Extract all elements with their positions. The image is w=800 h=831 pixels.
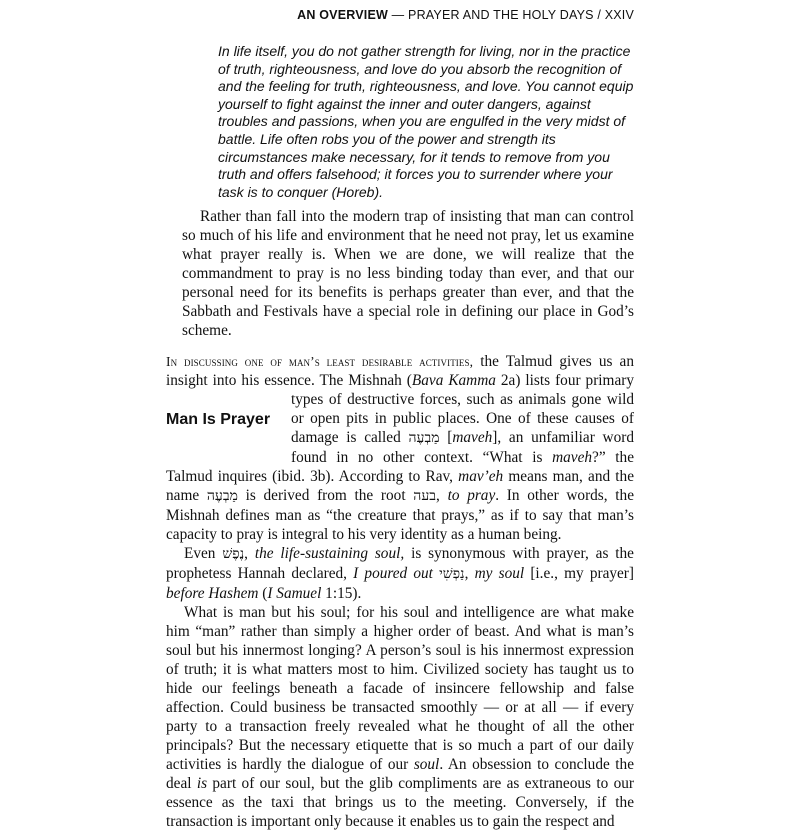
p2-sam: I Samuel <box>267 585 322 602</box>
section-man-is-prayer <box>166 352 634 831</box>
p1-h: , <box>436 487 448 504</box>
p2-d: , <box>464 565 475 582</box>
p1-b-rest: primary types of destructive forces, such as animals gone wild or open pits in public places. One of these causes of damage is called <box>291 372 634 446</box>
p2-soul: the life-sustaining soul, <box>254 545 405 562</box>
p3-soul: soul <box>413 756 440 773</box>
p1-f: means man, and the name <box>166 468 634 504</box>
section-paragraph-1 <box>166 352 634 544</box>
quote-citation: Horeb <box>336 183 375 200</box>
section-paragraph-2 <box>166 544 634 603</box>
p3-a: What is man but his soul; for his soul and intelligence are what make him “man” rather than simply a higher order of beast. And what is man’s soul but his innermost longing? A person’s soul is his innermost expression of truth; it is what matters most to him. Civilized society has taught us to hide our feelings beneath a facade of insincere fellowship and false affection. Could business be transacted smoothly — or at all — if every party to a transaction freely revealed what he thought of all the other principals? But the necessary etiquette that is so much a part of our daily activities is hardly the dialogue of our <box>166 604 634 773</box>
block-quote <box>218 43 634 201</box>
hebrew-maveh-2: מַבְעֶה <box>206 488 238 504</box>
p2-c: is synonymous with prayer, as the prophetess Hannah declared, <box>166 545 634 582</box>
p3-c: part of our soul, but the glib compliments are as extraneous to our essence as the taxi that brings us to the meeting. Conversely, if the transaction is important only because it enables us to gain the respect and <box>166 775 634 830</box>
p2-f: ( <box>258 585 268 602</box>
p1-e: ?” the Talmud inquires (ibid. 3b). According to Rav, <box>166 449 634 485</box>
p1-a: the Talmud gives us an insight into his essence. The Mishnah ( <box>166 353 634 389</box>
p1-b: 2a) lists four <box>495 372 581 389</box>
side-heading: Man Is Prayer <box>166 411 271 428</box>
p1-topray: to pray <box>447 487 496 504</box>
header-title: PRAYER AND THE HOLY DAYS / XXIV <box>408 8 634 22</box>
p1-ref: Bava Kamma <box>411 372 496 389</box>
hebrew-maveh: מַבְעֶה <box>408 430 440 446</box>
lead-in-caps: In discussing one of man’s least desirable activities, <box>166 354 474 369</box>
p2-b: , <box>244 545 255 562</box>
p1-mavehman: mav’eh <box>458 468 504 485</box>
running-header <box>297 8 634 22</box>
p2-a: Even <box>184 545 223 562</box>
p2-poured: I poured out <box>353 565 433 582</box>
p1-d: ], an unfamiliar word found in no other context. “What is <box>291 429 634 466</box>
p2-g: 1:15). <box>321 585 362 602</box>
header-dash: — <box>388 8 409 22</box>
p1-maveh: maveh <box>452 429 493 446</box>
intro-text: Rather than fall into the modern trap of insisting that man can control so much of his life and environment that he need not pray, let us examine what prayer really is. When we are done, we will realize that the commandment to pray is no less binding today than ever, and that our personal need for its benefits is perhaps greater than ever, and that the Sabbath and Festivals have a special role in defining our place in God’s scheme. <box>182 208 634 339</box>
p1-i: . In other words, the Mishnah defines man as “the creature that prays,” as if to say that man’s capacity to pray is integral to his very identity as a human being. <box>166 487 634 543</box>
intro-paragraph <box>182 207 634 340</box>
quote-citation-open: ( <box>327 183 337 200</box>
p2-e: [i.e., my prayer] <box>524 565 634 582</box>
quote-citation-close: ). <box>374 183 383 200</box>
p2-mysoul: my soul <box>474 565 525 582</box>
p3-b: . An obsession to conclude the deal <box>166 756 634 792</box>
quote-text: In life itself, you do not gather strength for living, nor in the practice of truth, righteousness, and love do you absorb the recognition of and the feeling for truth, righteousness, and love. You cannot equip yourself to fight against the inner and outer dangers, against troubles and passions, when you are engulfed in the very midst of battle. Life often robs you of the power and strength its circumstances make necessary, for it tends to remove from you truth and offers falsehood; it forces you to surrender where your task is to conquer <box>218 43 634 200</box>
p1-g: is derived from the root <box>237 487 414 504</box>
section-paragraph-3 <box>166 603 634 831</box>
p2-before: before Hashem <box>166 585 259 602</box>
p3-is: is <box>196 775 208 792</box>
hebrew-nafshi: נַפְשִׁי <box>439 566 465 582</box>
hebrew-nefesh: נֶפֶשׁ <box>222 546 245 562</box>
p1-maveh2: maveh <box>552 449 593 466</box>
hebrew-root: בעה <box>413 488 437 504</box>
header-section: AN OVERVIEW <box>297 8 388 22</box>
p1-c: [ <box>439 429 453 446</box>
